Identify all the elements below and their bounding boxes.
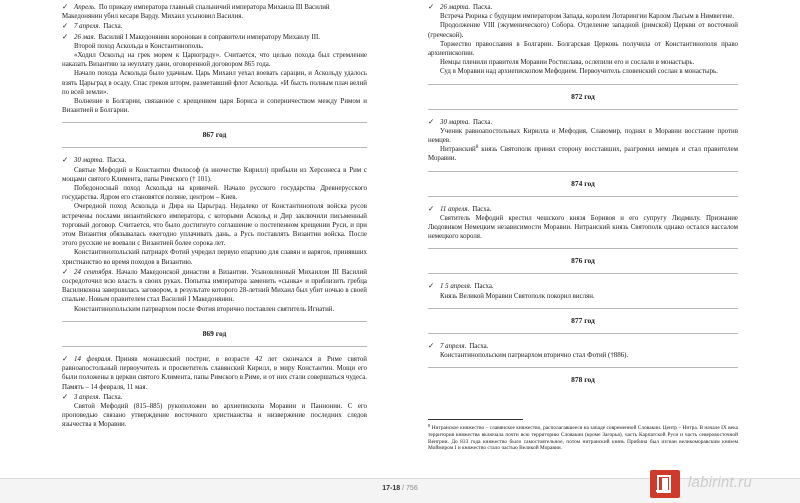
checkmark-icon: ✓ [428, 281, 435, 291]
paragraph-text: Нитранский [440, 146, 476, 154]
year-heading: 869 год [202, 328, 227, 338]
page-separator: / [402, 485, 405, 492]
chronicle-entry [62, 32, 367, 42]
checkmark-icon: ✓ [62, 21, 69, 31]
divider [62, 321, 367, 322]
entry-date: 1 5 апреля. [440, 283, 472, 291]
paragraph: Начало похода Аскольда было удачным. Царь Михаил уехал воевать сарацин, и Аскольду удалось взять Царьград в осаду. Спас греков шторм, разметавший флот Аскольда. «И бысть полным плач велий по всей земли». [62, 70, 367, 96]
divider [428, 273, 738, 274]
paragraph: Святые Мефодий и Константин Философ (в иночестве Кирилл) прибыли из Херсонеса в Рим с мощами святого Климента, папы Римского († 101). [62, 166, 367, 183]
checkmark-icon: ✓ [62, 353, 69, 363]
footnote [428, 425, 738, 452]
entry-date: 24 сентября. [74, 268, 114, 276]
page-counter [0, 485, 800, 492]
paragraph: Константинопольским патриархом после Фотия вторично поставлен святитель Игнатий. [74, 305, 335, 313]
chronicle-entry [428, 2, 738, 12]
paragraph [428, 145, 738, 163]
entry-date: 7 апреля. [440, 342, 467, 350]
paragraph: Святой Мефодий (815–885) рукоположен во архиепископа Моравии и Паннонии. С его проповедью связано утверждение восточного христианства и низвержение последних следов язычества в Моравии. [62, 402, 367, 429]
entry-text: Пасха. [107, 157, 127, 165]
divider [428, 196, 738, 197]
labirint-logo[interactable] [650, 470, 680, 498]
paragraph: Победоносный поход Аскольда на кривичей. Начало русского государства Древнерусского государства. Ядром его становятся поляне, центром – Киев. [62, 185, 367, 202]
footnote-number: 8 [428, 423, 431, 429]
checkmark-icon: ✓ [428, 116, 435, 126]
paragraph: Константинопольским патриархом вторично стал Фотий (†886). [440, 352, 629, 360]
paragraph: Константинопольский патриарх Фотий учредил первую епархию для славян и варягов, принявших христианство во время походов в Византию. [62, 249, 367, 266]
divider [62, 346, 367, 347]
book-logo-icon [653, 473, 677, 495]
reader-footer-bar [0, 478, 800, 503]
paragraph: Второй поход Аскольда в Константинополь. [74, 42, 204, 50]
right-page [400, 0, 800, 478]
divider [428, 333, 738, 334]
paragraph: Волнение в Болгарии, связанное с крещением царя Бориса и соперничеством между Римом и Византией в Болгарии. [62, 98, 367, 115]
entry-text: По приказу императора главный спальничий императора Михаила III Василий Македонянин убил кесаря Варду. Михаил усыновил Василия. [62, 4, 330, 21]
entry-date: Апрель. [74, 4, 96, 11]
year-heading: 878 год [571, 375, 595, 385]
chronicle-entry [428, 117, 738, 127]
total-pages: 756 [406, 485, 418, 492]
year-heading: 876 год [571, 256, 595, 266]
checkmark-icon: ✓ [62, 2, 69, 11]
footnote-ref[interactable]: 8 [475, 145, 479, 151]
current-pages: 17-18 [382, 485, 401, 492]
chronicle-entry [62, 392, 367, 402]
divider [428, 84, 738, 85]
chronicle-entry [428, 281, 738, 291]
entry-text: Пасха. [473, 4, 493, 11]
paragraph: Встреча Рюрика с будущим императором Запада, королем Лотарингии Карлом Лысым в Нимвегене. [440, 13, 734, 21]
entry-text: Пасха. [103, 23, 123, 31]
entry-date: 11 апреля. [440, 205, 470, 213]
entry-text: Приняв монашеский постриг, в возрасте 42 лет скончался в Риме святой равноапостольный первоучитель и просветитель славянский Кирилл, в миру Константин. Мощи его были положены в церкви святого Климента, папы Римского в Риме, и от них стали совершаться чудеса. Память – 14 февраля, 11 мая. [62, 355, 367, 391]
chronicle-entry [62, 21, 367, 31]
chronicle-entry [428, 341, 738, 351]
chronicle-entry [62, 354, 367, 392]
checkmark-icon: ✓ [62, 391, 69, 401]
entry-date: 3 апреля. [74, 393, 101, 401]
year-heading: 872 год [571, 91, 595, 101]
entry-date: 30 марта. [440, 118, 471, 126]
entry-date: 30 марта. [74, 157, 105, 165]
left-page-text [62, 2, 367, 430]
divider [62, 122, 367, 123]
paragraph: Святитель Мефодий крестил чешского князя Боривоя и его супругу Людмилу. Признание Людовиком Немецким независимости Моравии. Нитранский князь Святополк однако остался вассалом немецкого короля. [428, 214, 738, 241]
chronicle-entry [62, 2, 367, 21]
checkmark-icon: ✓ [62, 31, 69, 41]
year-heading: 867 год [202, 130, 227, 140]
entry-text: Василий I Македонянин коронован в соправители императору Михаилу III. [98, 33, 321, 41]
checkmark-icon: ✓ [62, 155, 69, 165]
divider [428, 171, 738, 172]
entry-date: 14 февраля. [74, 355, 113, 363]
divider [428, 109, 738, 110]
paragraph: Князь Великой Моравии Святополк покорил вислян. [440, 292, 595, 300]
entry-text: Пасха. [473, 118, 493, 126]
divider [428, 248, 738, 249]
checkmark-icon: ✓ [428, 203, 435, 213]
entry-date: 26 марта. [440, 4, 471, 11]
chronicle-entry [62, 267, 367, 305]
paragraph-text: князь Святополк принял сторону восставших, разгромил немцев и стал правителем Моравии. [428, 146, 738, 163]
entry-text: Начало Македонской династии в Византии. Усыновленный Михаилом III Василий сосредоточил всю власть в своих руках. Попытка императора заменить «сынка» и приблизить гребца Василиконна завершилась заговором, в результате которого 28-летний Михаил был убит ночью в своей спальне. Новым правителем стал Василий I Македонянин. [62, 268, 367, 304]
chronicle-entry [62, 155, 367, 165]
chronicle-entry [428, 204, 738, 214]
footnote-text: Нитранское княжество – славянское княжество, располагавшееся на западе современной Словакии. Центр – Нитра. В начале IX века территория княжества включала почти всю территорию Словакии (кроме Загорья), часть Карпатской Руси и часть северовосточной Венгрии. До 833 года княжество было самостоятельное, потом нитранский князь Прибина был изгнан великоморавским князем Моймиром I и княжество стало частью Великой Моравии. [428, 425, 738, 452]
footnote-separator [428, 419, 523, 420]
left-page [0, 0, 400, 478]
year-heading: 874 год [571, 178, 595, 188]
entry-text: Пасха. [472, 205, 492, 213]
entry-text: Пасха. [474, 283, 494, 291]
entry-text: Пасха. [469, 342, 489, 350]
paragraph: Очередной поход Аскольда и Дира на Царьград. Недалеко от Константинополя войска русов встречены послами византийского императора, с которыми Аскольд и Дир заключили письменный торговый договор. Считается, что было достигнуто соглашение о постепенном крещении Руси, и при этом Византия обязывалась ежегодно уплачивать дань, а Русь поставлять Византии войска. После этого русские не воевали с Византией более сорока лет. [62, 203, 367, 248]
divider [62, 147, 367, 148]
divider [428, 308, 738, 309]
year-heading: 877 год [571, 315, 595, 325]
entry-text: Пасха. [103, 393, 123, 401]
paragraph: Немцы пленили правителя Моравии Ростислава, ослепили его и сослали в монастырь. [440, 59, 695, 67]
entry-date: 26 мая. [74, 33, 96, 41]
paragraph: Торжество православия в Болгарии. Болгарская Церковь получила от Константинополя право архиепископии. [428, 40, 738, 58]
checkmark-icon: ✓ [62, 266, 69, 276]
checkmark-icon: ✓ [428, 2, 435, 11]
checkmark-icon: ✓ [428, 340, 435, 350]
paragraph: Продолжение VIII (экуменического) Собора. Отделение западной (римской) Церкви от восточной (греческой). [428, 22, 738, 39]
divider [428, 367, 738, 368]
watermark-text: labirint.ru [688, 474, 752, 491]
right-page-text [428, 2, 738, 452]
paragraph: «Ходил Осколъд на грек морем к Царюграду». Считается, что целью похода был стремление наказать Византию за неуплату дани, оговоренной договором 865 года. [62, 52, 367, 69]
paragraph: Суд в Моравии над архиепископом Мефодием. Первоучитель словенский сослан в монастырь. [440, 68, 718, 76]
entry-date: 7 апреля. [74, 23, 101, 31]
paragraph: Ученик равноапостольных Кирилла и Мефодия, Славомир, поднял в Моравии восстание против немцев. [428, 127, 738, 145]
